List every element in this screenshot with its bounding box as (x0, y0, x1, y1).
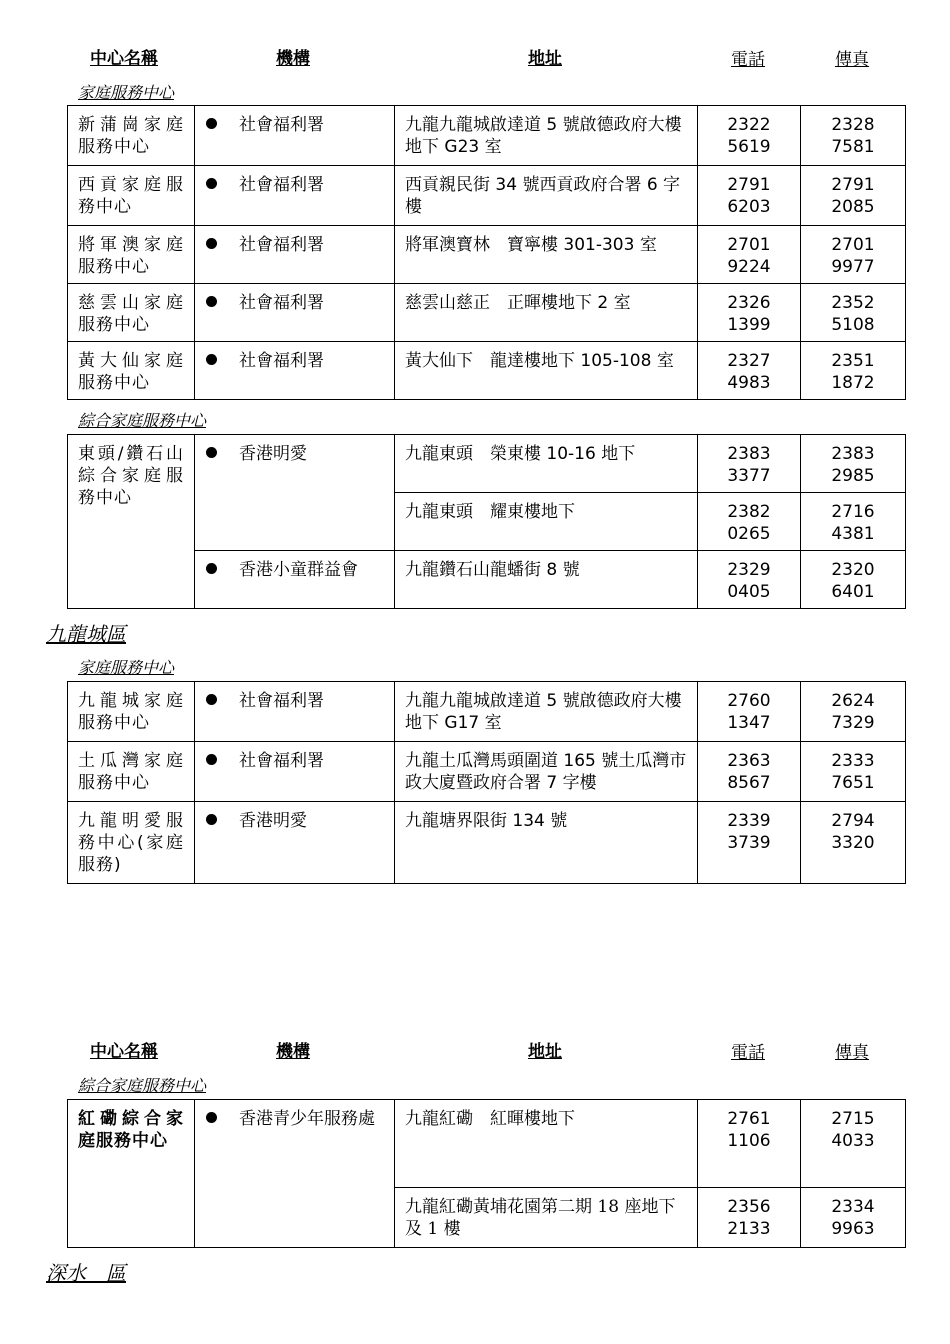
section-title: 家庭服務中心 (78, 658, 175, 677)
column-header-name: 中心名稱 (90, 49, 158, 69)
column-header-address: 地址 (528, 49, 562, 69)
table-row (68, 226, 906, 284)
fax: 2333 7651 (801, 742, 906, 802)
bullet-icon (206, 447, 217, 458)
phone: 2761 1106 (698, 1100, 801, 1188)
address: 九龍紅磡 紅暉樓地下 (395, 1100, 698, 1188)
phone: 2356 2133 (698, 1188, 801, 1248)
centre-name: 將軍澳家庭服務中心 (68, 226, 195, 284)
fax: 2716 4381 (801, 493, 906, 551)
fax: 2715 4033 (801, 1100, 906, 1188)
organisation: 社會福利署 (239, 293, 324, 313)
fax: 2351 1872 (801, 342, 906, 400)
bullet-icon (206, 118, 217, 129)
bullet-icon (206, 238, 217, 249)
table-row (68, 284, 906, 342)
district-title: 九龍城區 (46, 622, 126, 646)
table-row (68, 435, 906, 493)
bullet-icon (206, 563, 217, 574)
address: 西貢親民街 34 號西貢政府合署 6 字樓 (395, 166, 698, 226)
organisation: 社會福利署 (239, 351, 324, 371)
centre-name: 新蒲崗家庭服務中心 (68, 106, 195, 166)
organisation: 社會福利署 (239, 751, 324, 771)
phone: 2327 4983 (698, 342, 801, 400)
column-header-phone: 電話 (731, 1043, 765, 1063)
organisation: 社會福利署 (239, 235, 324, 255)
address: 九龍塘界限街 134 號 (395, 802, 698, 884)
fax: 2320 6401 (801, 551, 906, 609)
centre-table (67, 681, 906, 884)
address: 九龍土瓜灣馬頭圍道 165 號土瓜灣市政大廈暨政府合署 7 字樓 (395, 742, 698, 802)
address: 九龍鑽石山龍蟠街 8 號 (395, 551, 698, 609)
fax: 2383 2985 (801, 435, 906, 493)
address: 九龍東頭 耀東樓地下 (395, 493, 698, 551)
centre-name: 東頭/鑽石山綜合家庭服務中心 (68, 435, 195, 609)
column-header-address: 地址 (528, 1042, 562, 1062)
centre-table (67, 1099, 906, 1248)
table-row (68, 742, 906, 802)
fax: 2791 2085 (801, 166, 906, 226)
bullet-icon (206, 296, 217, 307)
organisation: 社會福利署 (239, 175, 324, 195)
district-title: 深水 區 (46, 1261, 126, 1285)
bullet-icon (206, 354, 217, 365)
bullet-icon (206, 694, 217, 705)
address: 九龍九龍城啟達道 5 號啟德政府大樓地下 G23 室 (395, 106, 698, 166)
fax: 2334 9963 (801, 1188, 906, 1248)
fax: 2328 7581 (801, 106, 906, 166)
bullet-icon (206, 814, 217, 825)
table-row (68, 682, 906, 742)
centre-name: 紅磡綜合家庭服務中心 (68, 1100, 195, 1248)
organisation: 社會福利署 (239, 691, 324, 711)
address: 九龍紅磡黃埔花園第二期 18 座地下及 1 樓 (395, 1188, 698, 1248)
centre-name: 九龍明愛服務中心(家庭服務) (68, 802, 195, 884)
table-row (68, 802, 906, 884)
fax: 2624 7329 (801, 682, 906, 742)
centre-name: 慈雲山家庭服務中心 (68, 284, 195, 342)
centre-table (67, 434, 906, 609)
section-title: 綜合家庭服務中心 (78, 411, 207, 430)
phone: 2326 1399 (698, 284, 801, 342)
fax: 2352 5108 (801, 284, 906, 342)
phone: 2382 0265 (698, 493, 801, 551)
column-header-phone: 電話 (731, 50, 765, 70)
address: 將軍澳寶林 寶寧樓 301-303 室 (395, 226, 698, 284)
organisation: 香港明愛 (239, 811, 307, 831)
section-title: 家庭服務中心 (78, 83, 175, 102)
phone: 2322 5619 (698, 106, 801, 166)
table-row (68, 106, 906, 166)
phone: 2329 0405 (698, 551, 801, 609)
column-header-name: 中心名稱 (90, 1042, 158, 1062)
column-header-fax: 傳真 (835, 50, 869, 70)
centre-name: 九龍城家庭服務中心 (68, 682, 195, 742)
phone: 2363 8567 (698, 742, 801, 802)
fax: 2701 9977 (801, 226, 906, 284)
section-title: 綜合家庭服務中心 (78, 1076, 207, 1095)
table-row (68, 166, 906, 226)
phone: 2701 9224 (698, 226, 801, 284)
column-header-fax: 傳真 (835, 1043, 869, 1063)
centre-name: 黃大仙家庭服務中心 (68, 342, 195, 400)
organisation: 香港明愛 (239, 444, 307, 464)
organisation: 社會福利署 (239, 115, 324, 135)
column-header-org: 機構 (276, 1042, 310, 1062)
bullet-icon (206, 178, 217, 189)
table-row (68, 1100, 906, 1188)
fax: 2794 3320 (801, 802, 906, 884)
address: 九龍九龍城啟達道 5 號啟德政府大樓地下 G17 室 (395, 682, 698, 742)
phone: 2760 1347 (698, 682, 801, 742)
centre-table (67, 105, 906, 400)
table-row (68, 342, 906, 400)
phone: 2791 6203 (698, 166, 801, 226)
bullet-icon (206, 754, 217, 765)
phone: 2339 3739 (698, 802, 801, 884)
centre-name: 土瓜灣家庭服務中心 (68, 742, 195, 802)
phone: 2383 3377 (698, 435, 801, 493)
centre-name: 西貢家庭服務中心 (68, 166, 195, 226)
organisation: 香港青少年服務處 (239, 1109, 375, 1129)
bullet-icon (206, 1112, 217, 1123)
address: 九龍東頭 榮東樓 10-16 地下 (395, 435, 698, 493)
address: 黃大仙下 龍達樓地下 105-108 室 (395, 342, 698, 400)
column-header-org: 機構 (276, 49, 310, 69)
address: 慈雲山慈正 正暉樓地下 2 室 (395, 284, 698, 342)
organisation: 香港小童群益會 (239, 560, 358, 580)
